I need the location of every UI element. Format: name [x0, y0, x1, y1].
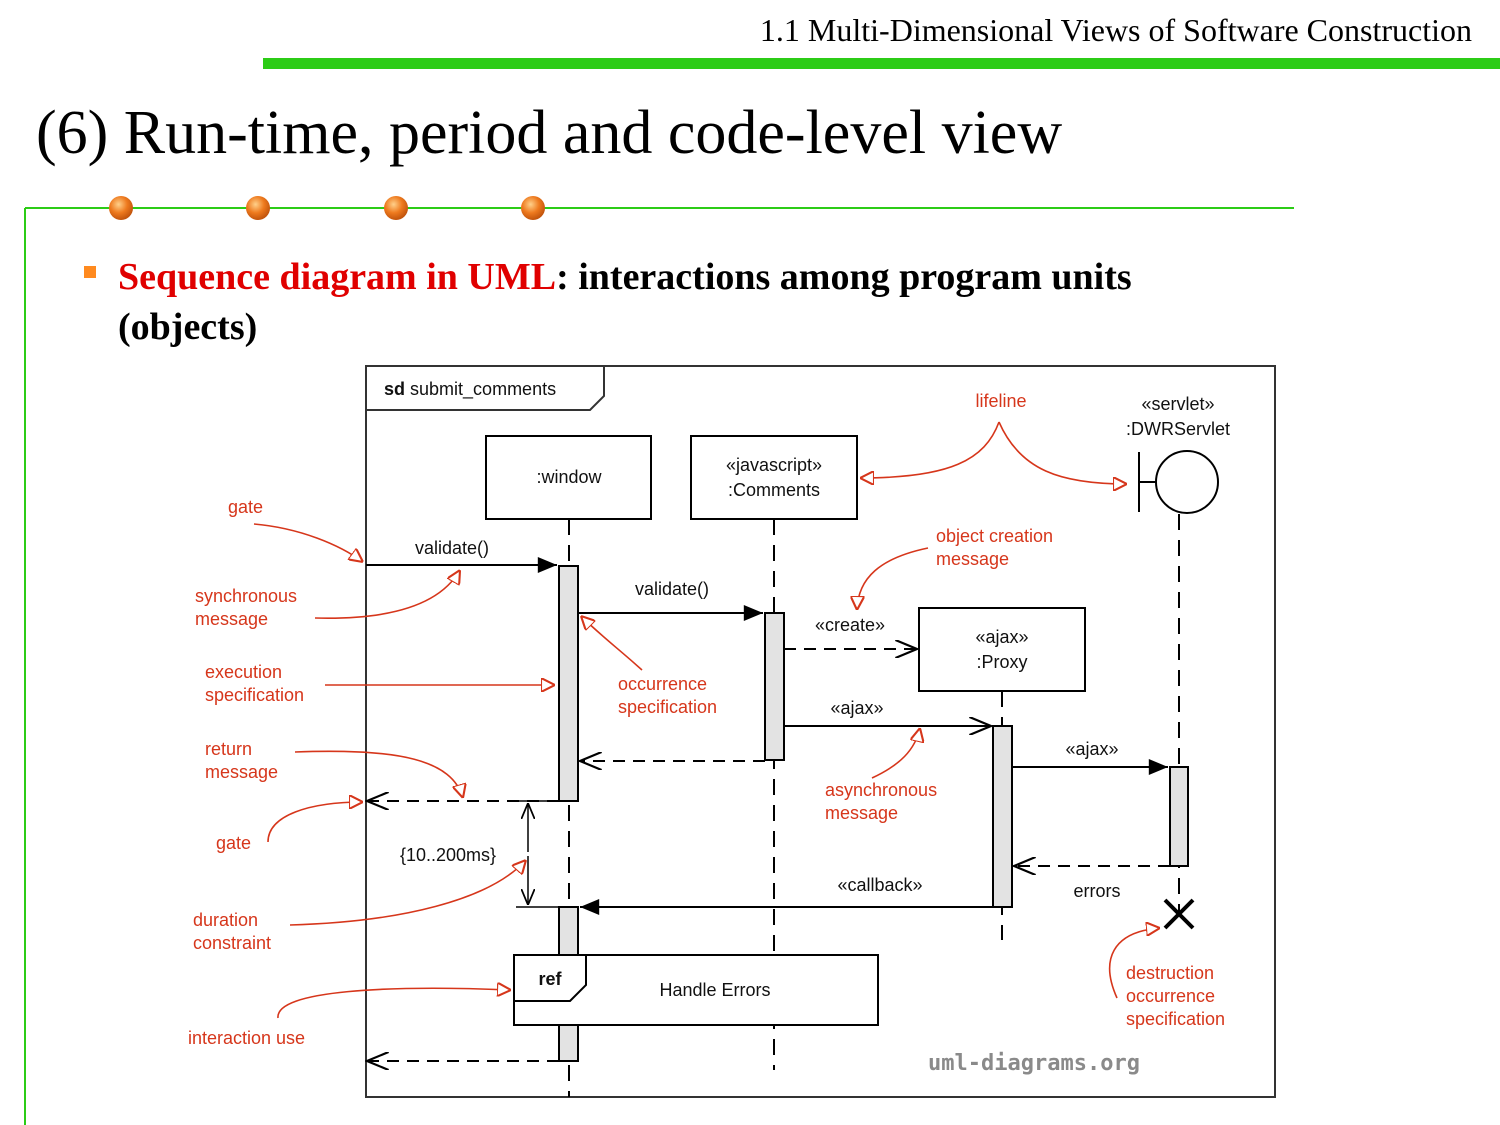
annotation-destruction-l2: occurrence [1126, 986, 1216, 1006]
annotation-occurrence-l1: occurrence [618, 674, 708, 694]
annotation-synchronous-l2: message [195, 609, 269, 629]
window-object-name: :window [536, 467, 602, 487]
frame-keyword: sd [384, 379, 406, 399]
watermark: uml-diagrams.org [928, 1051, 1140, 1076]
proxy-stereotype: «ajax» [975, 627, 1029, 647]
comments-object-box [691, 436, 857, 519]
annotation-duration-l1: duration [193, 910, 259, 930]
message-errors-label: errors [1073, 881, 1121, 901]
bullet-rest-line2: (objects) [118, 306, 258, 348]
activation-window-1 [559, 566, 578, 801]
message-ajax-2-label: «ajax» [1065, 739, 1119, 759]
annotation-gate-bottom: gate [216, 833, 252, 853]
annotation-object-creation-l1: object creation [936, 526, 1054, 546]
slide-title: (6) Run-time, period and code-level view [36, 99, 1063, 167]
frame-name: submit_comments [410, 379, 557, 399]
annotation-destruction-l3: specification [1126, 1009, 1226, 1029]
leader-gate-bottom [268, 802, 363, 842]
annotation-asynchronous-l2: message [825, 803, 899, 823]
activation-comments [765, 613, 784, 760]
activation-servlet [1170, 767, 1188, 866]
proxy-object-name: :Proxy [976, 652, 1028, 672]
annotation-return-l2: message [205, 762, 279, 782]
section-header-title: 1.1 Multi-Dimensional Views of Software Construction [759, 12, 1472, 48]
annotation-asynchronous-l1: asynchronous [825, 780, 938, 800]
activation-proxy [993, 726, 1012, 907]
annotation-duration-l2: constraint [193, 933, 272, 953]
comments-stereotype: «javascript» [725, 455, 823, 475]
interaction-use-keyword: ref [538, 969, 562, 989]
annotation-occurrence-l2: specification [618, 697, 718, 717]
comments-object-name: :Comments [727, 480, 821, 500]
annotation-interaction-use: interaction use [188, 1028, 306, 1048]
annotation-execution-l1: execution [205, 662, 283, 682]
interaction-use-name: Handle Errors [659, 980, 771, 1000]
proxy-object-box [919, 608, 1085, 691]
duration-label: {10..200ms} [399, 845, 497, 865]
message-create-label: «create» [814, 615, 886, 635]
leader-gate-top [254, 524, 363, 562]
annotation-lifeline: lifeline [975, 391, 1027, 411]
annotation-execution-l2: specification [205, 685, 305, 705]
servlet-object-name: :DWRServlet [1125, 419, 1231, 439]
bullet-rest-line1: : interactions among program units [556, 256, 1132, 298]
message-callback-label: «callback» [837, 875, 923, 895]
annotation-gate-top: gate [228, 497, 264, 517]
message-validate-1-label: validate() [414, 538, 490, 558]
annotation-destruction-l1: destruction [1126, 963, 1215, 983]
frame-label [384, 379, 556, 400]
servlet-stereotype: «servlet» [1141, 394, 1215, 414]
message-ajax-1-label: «ajax» [830, 698, 884, 718]
message-validate-2-label: validate() [634, 579, 710, 599]
annotation-synchronous-l1: synchronous [195, 586, 298, 606]
bullet-highlight: Sequence diagram in UML [118, 256, 557, 298]
annotation-return-l1: return [205, 739, 253, 759]
annotation-object-creation-l2: message [936, 549, 1010, 569]
